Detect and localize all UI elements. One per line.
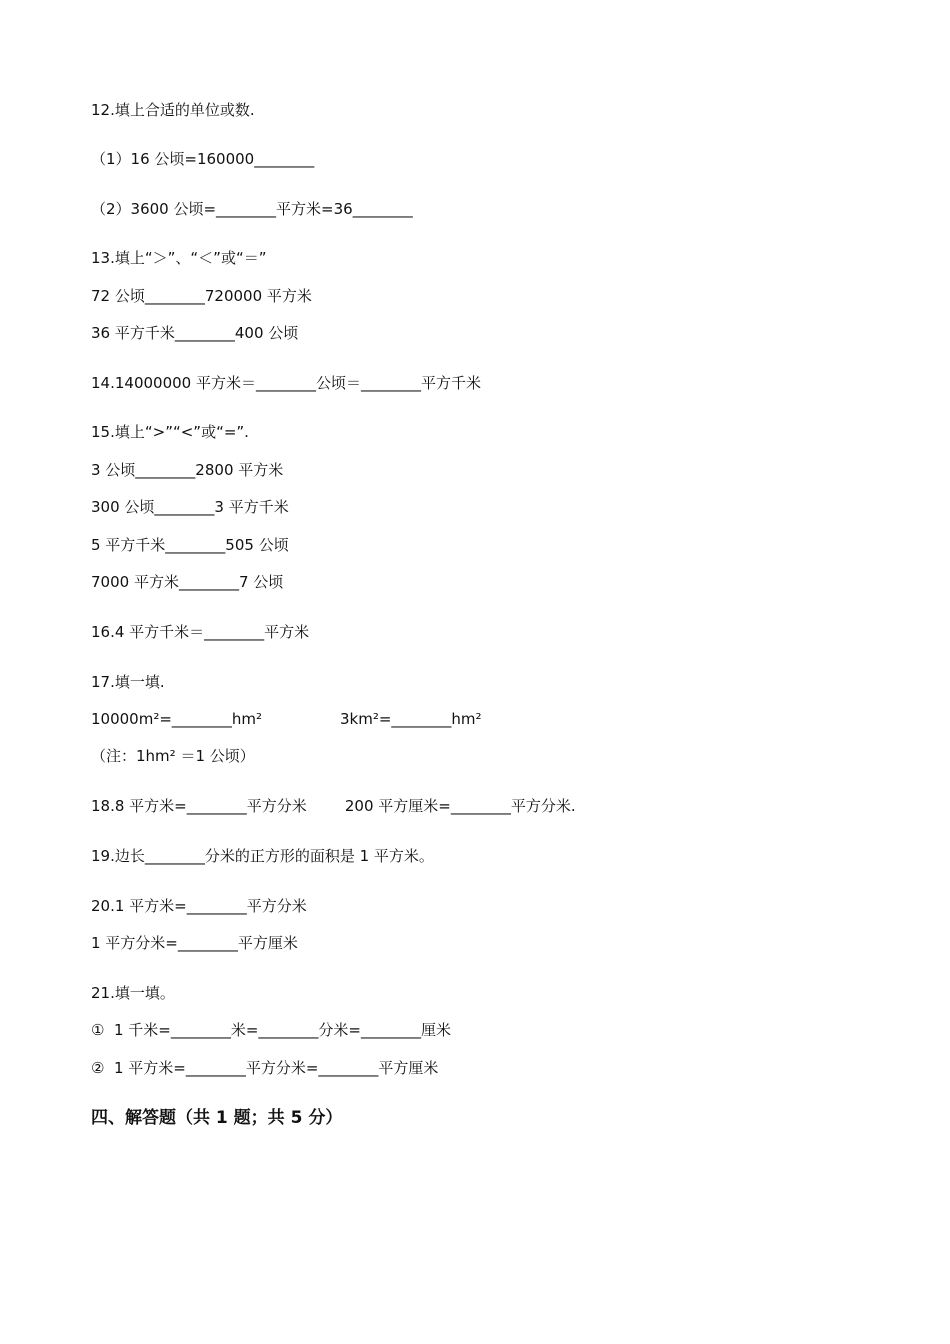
question-12-line-1: （1）16 公顷=160000________ xyxy=(91,150,315,168)
question-12-line-2: （2）3600 公顷=________平方米=36________ xyxy=(91,200,413,218)
question-18-title: 18.8 平方米=________平方分米 200 平方厘米=________平方分米. xyxy=(91,797,576,815)
question-21-title: 21.填一填。 xyxy=(91,984,175,1002)
question-15-line-4: 7000 平方米________7 公顷 xyxy=(91,573,284,591)
question-15-line-3: 5 平方千米________505 公顷 xyxy=(91,536,289,554)
question-15-line-1: 3 公顷________2800 平方米 xyxy=(91,461,284,479)
question-21-line-1: ① 1 千米=________米=________分米=________厘米 xyxy=(91,1021,452,1039)
question-12-title: 12.填上合适的单位或数. xyxy=(91,101,255,119)
question-14-title: 14.14000000 平方米＝________公顷＝________平方千米 xyxy=(91,374,481,392)
question-17-line-1b: 3km²=________hm² xyxy=(340,710,482,728)
question-13-title: 13.填上“＞”、“＜”或“＝” xyxy=(91,249,267,267)
question-13-line-1: 72 公顷________720000 平方米 xyxy=(91,287,312,305)
question-21-line-2: ② 1 平方米=________平方分米=________平方厘米 xyxy=(91,1059,439,1077)
question-16-title: 16.4 平方千米＝________平方米 xyxy=(91,623,310,641)
question-17-note: （注：1hm² ＝1 公顷） xyxy=(91,747,255,765)
question-17-line-1a: 10000m²=________hm² xyxy=(91,710,263,728)
section-heading: 四、解答题（共 1 题；共 5 分） xyxy=(91,1108,343,1128)
question-13-line-2: 36 平方千米________400 公顷 xyxy=(91,324,299,342)
question-19-title: 19.边长________分米的正方形的面积是 1 平方米。 xyxy=(91,847,434,865)
question-15-title: 15.填上“>”“<”或“=”. xyxy=(91,423,249,441)
question-20-title: 20.1 平方米=________平方分米 xyxy=(91,897,307,915)
question-15-line-2: 300 公顷________3 平方千米 xyxy=(91,498,289,516)
question-17-title: 17.填一填. xyxy=(91,673,165,691)
question-20-line-1: 1 平方分米=________平方厘米 xyxy=(91,934,298,952)
